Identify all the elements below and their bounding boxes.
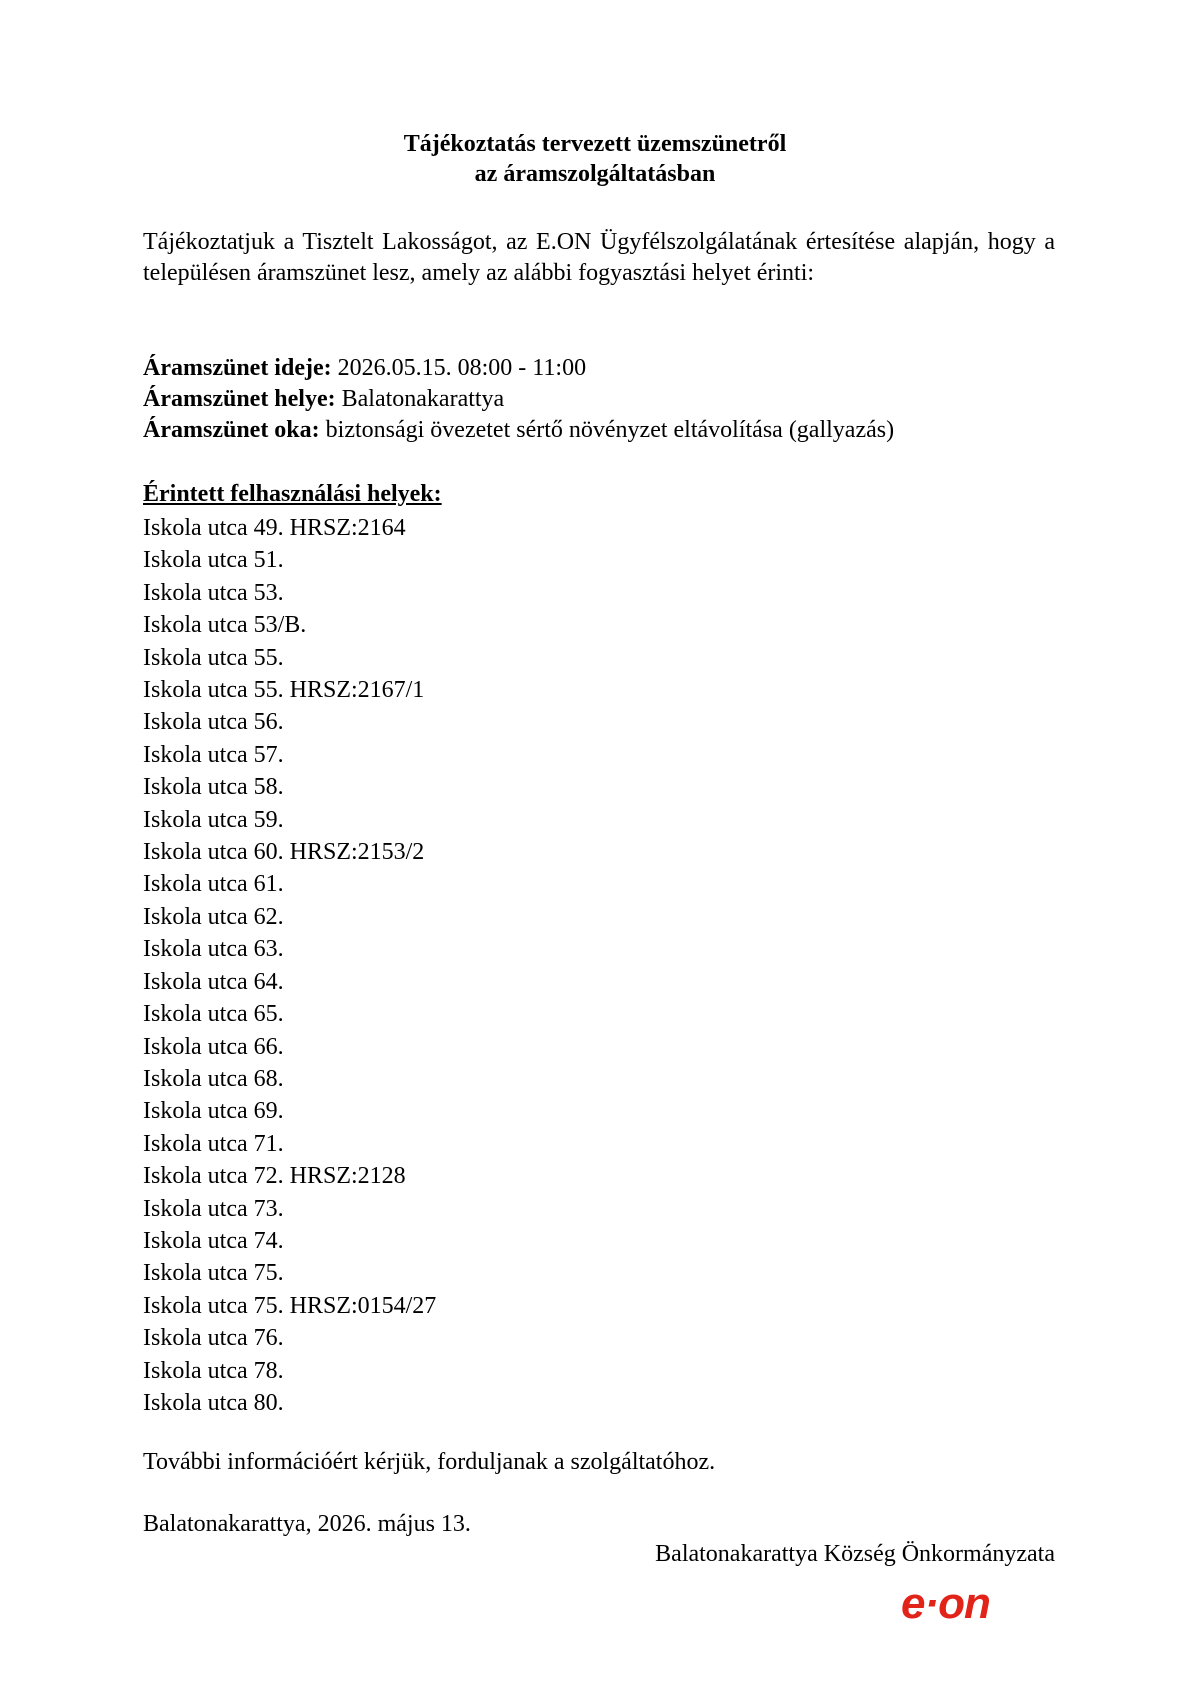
eon-logo-text: e·on [901,1580,990,1626]
title-line-1: Tájékoztatás tervezett üzemszünetről [403,131,787,157]
address-item: Iskola utca 76. [143,1325,284,1352]
affected-locations-heading: Érintett felhasználási helyek: [143,481,442,507]
address-item: Iskola utca 80. [143,1389,284,1416]
address-item: Iskola utca 53/B. [143,612,307,639]
intro-paragraph: Tájékoztatjuk a Tisztelt Lakosságot, az E.ON Ügyfélszolgálatának értesítése alapján, hogy a településen áramszünet lesz, amely az alábbi fogyasztási helyet érinti: [143,229,1055,286]
address-item: Iskola utca 73. [143,1195,284,1222]
outage-reason-row [143,415,894,446]
address-item: Iskola utca 68. [143,1065,284,1092]
signature: Balatonakarattya Község Önkormányzata [655,1541,1055,1567]
address-item: Iskola utca 57. [143,741,284,768]
outage-time-row [143,353,894,384]
address-item: Iskola utca 71. [143,1130,284,1157]
outage-reason-value: biztonsági övezetet sértő növényzet eltávolítása (gallyazás) [325,417,895,443]
address-item: Iskola utca 75. HRSZ:0154/27 [143,1292,437,1319]
address-item: Iskola utca 59. [143,806,284,833]
closing-paragraph: További információért kérjük, forduljanak a szolgáltatóhoz. [143,1449,716,1475]
address-item: Iskola utca 75. [143,1260,284,1287]
outage-place-label: Áramszünet helye: [143,386,336,412]
address-item: Iskola utca 65. [143,1001,284,1028]
address-item: Iskola utca 60. HRSZ:2153/2 [143,839,425,866]
address-item: Iskola utca 49. HRSZ:2164 [143,515,406,541]
address-item: Iskola utca 69. [143,1098,284,1125]
address-item: Iskola utca 58. [143,774,284,801]
address-item: Iskola utca 53. [143,579,284,606]
outage-place-row [143,384,894,415]
address-item: Iskola utca 61. [143,871,284,898]
address-item: Iskola utca 64. [143,968,284,995]
outage-details [143,353,894,446]
address-item: Iskola utca 56. [143,709,284,736]
outage-time-label: Áramszünet ideje: [143,355,332,381]
eon-logo [899,1580,1033,1626]
address-item: Iskola utca 74. [143,1227,284,1254]
outage-place-value: Balatonakarattya [341,386,505,412]
address-item: Iskola utca 78. [143,1357,284,1384]
affected-address-list [143,512,436,1419]
address-item: Iskola utca 66. [143,1033,284,1060]
address-item: Iskola utca 63. [143,936,284,963]
address-item: Iskola utca 51. [143,547,284,574]
title-line-2: az áramszolgáltatásban [474,161,716,187]
outage-reason-label: Áramszünet oka: [143,417,320,443]
date-line: Balatonakarattya, 2026. május 13. [143,1511,471,1537]
outage-time-value: 2026.05.15. 08:00 - 11:00 [337,355,587,381]
address-item: Iskola utca 62. [143,903,284,930]
address-item: Iskola utca 55. [143,644,284,671]
address-item: Iskola utca 72. HRSZ:2128 [143,1163,406,1190]
address-item: Iskola utca 55. HRSZ:2167/1 [143,677,425,704]
page-title [0,129,1190,189]
